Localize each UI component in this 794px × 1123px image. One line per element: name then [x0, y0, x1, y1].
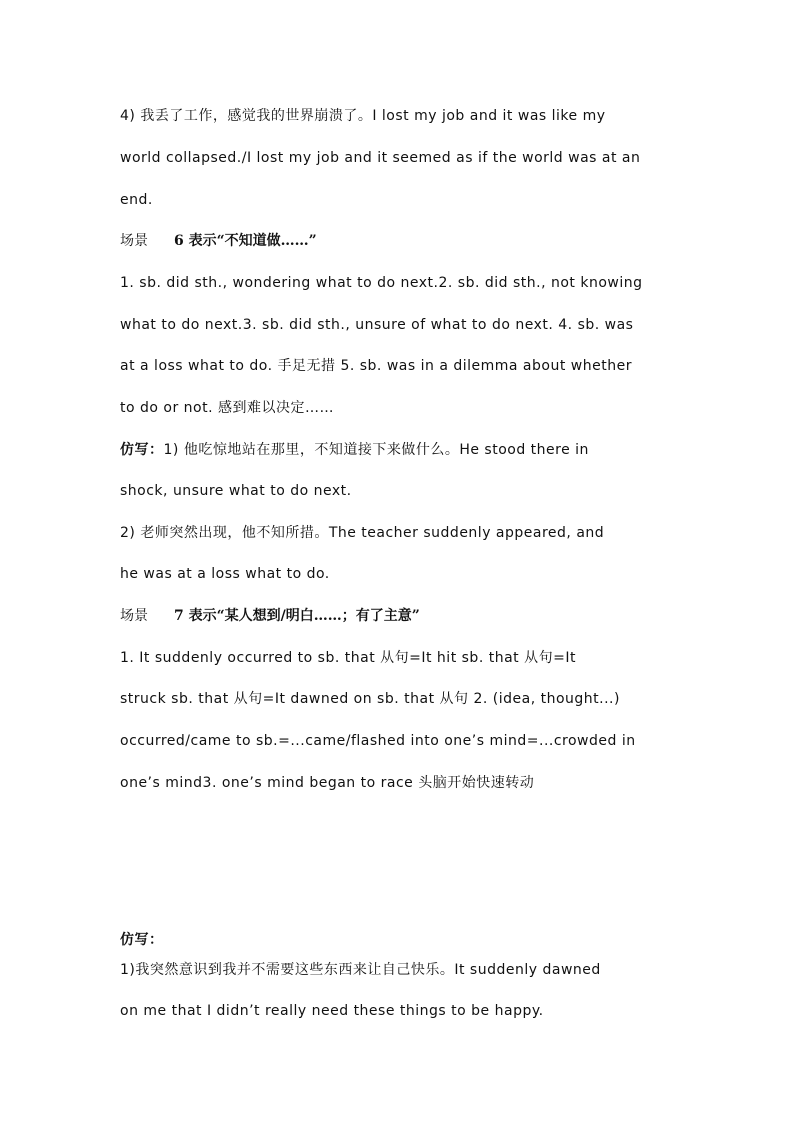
text-line: world collapsed./I lost my job and it seemed as if the world was at an [120, 150, 641, 166]
text-line: occurred/came to sb.=...came/flashed into one’s mind=...crowded in [120, 733, 636, 749]
scene-label: 场景 [120, 233, 148, 249]
text-line: 1. sb. did sth., wondering what to do next.2. sb. did sth., not knowing [120, 275, 643, 291]
text-line: shock, unsure what to do next. [120, 483, 352, 499]
text-line: 2) 老师突然出现，他不知所措。The teacher suddenly appeared, and [120, 525, 605, 541]
imitate-text: 1) 他吃惊地站在那里，不知道接下来做什么。He stood there in [163, 442, 589, 458]
text-line: he was at a loss what to do. [120, 566, 330, 582]
text-line: struck sb. that 从句=It dawned on sb. that 从句 2. (idea, thought...) [120, 691, 620, 707]
text-line: 1. It suddenly occurred to sb. that 从句=It hit sb. that 从句=It [120, 650, 576, 666]
imitate-line [120, 440, 589, 460]
text-line: end. [120, 192, 153, 208]
text-line: one’s mind3. one’s mind began to race 头脑开始快速转动 [120, 775, 535, 791]
scene-title: 6 表示“不知道做……” [174, 233, 317, 249]
scene-7-heading [120, 606, 420, 626]
text-line: to do or not. 感到难以决定…… [120, 400, 335, 416]
text-line: at a loss what to do. 手足无措 5. sb. was in a dilemma about whether [120, 358, 632, 374]
text-line: 4) 我丢了工作，感觉我的世界崩溃了。I lost my job and it was like my [120, 108, 606, 124]
scene-title: 7 表示“某人想到/明白……；有了主意” [174, 608, 420, 624]
scene-label: 场景 [120, 608, 148, 624]
text-line: 1)我突然意识到我并不需要这些东西来让自己快乐。It suddenly dawned [120, 962, 601, 978]
text-line: what to do next.3. sb. did sth., unsure of what to do next. 4. sb. was [120, 317, 634, 333]
text-line: on me that I didn’t really need these things to be happy. [120, 1003, 544, 1019]
scene-6-heading [120, 231, 317, 251]
imitate-label: 仿写： [120, 442, 164, 458]
imitate-label: 仿写： [120, 932, 164, 948]
